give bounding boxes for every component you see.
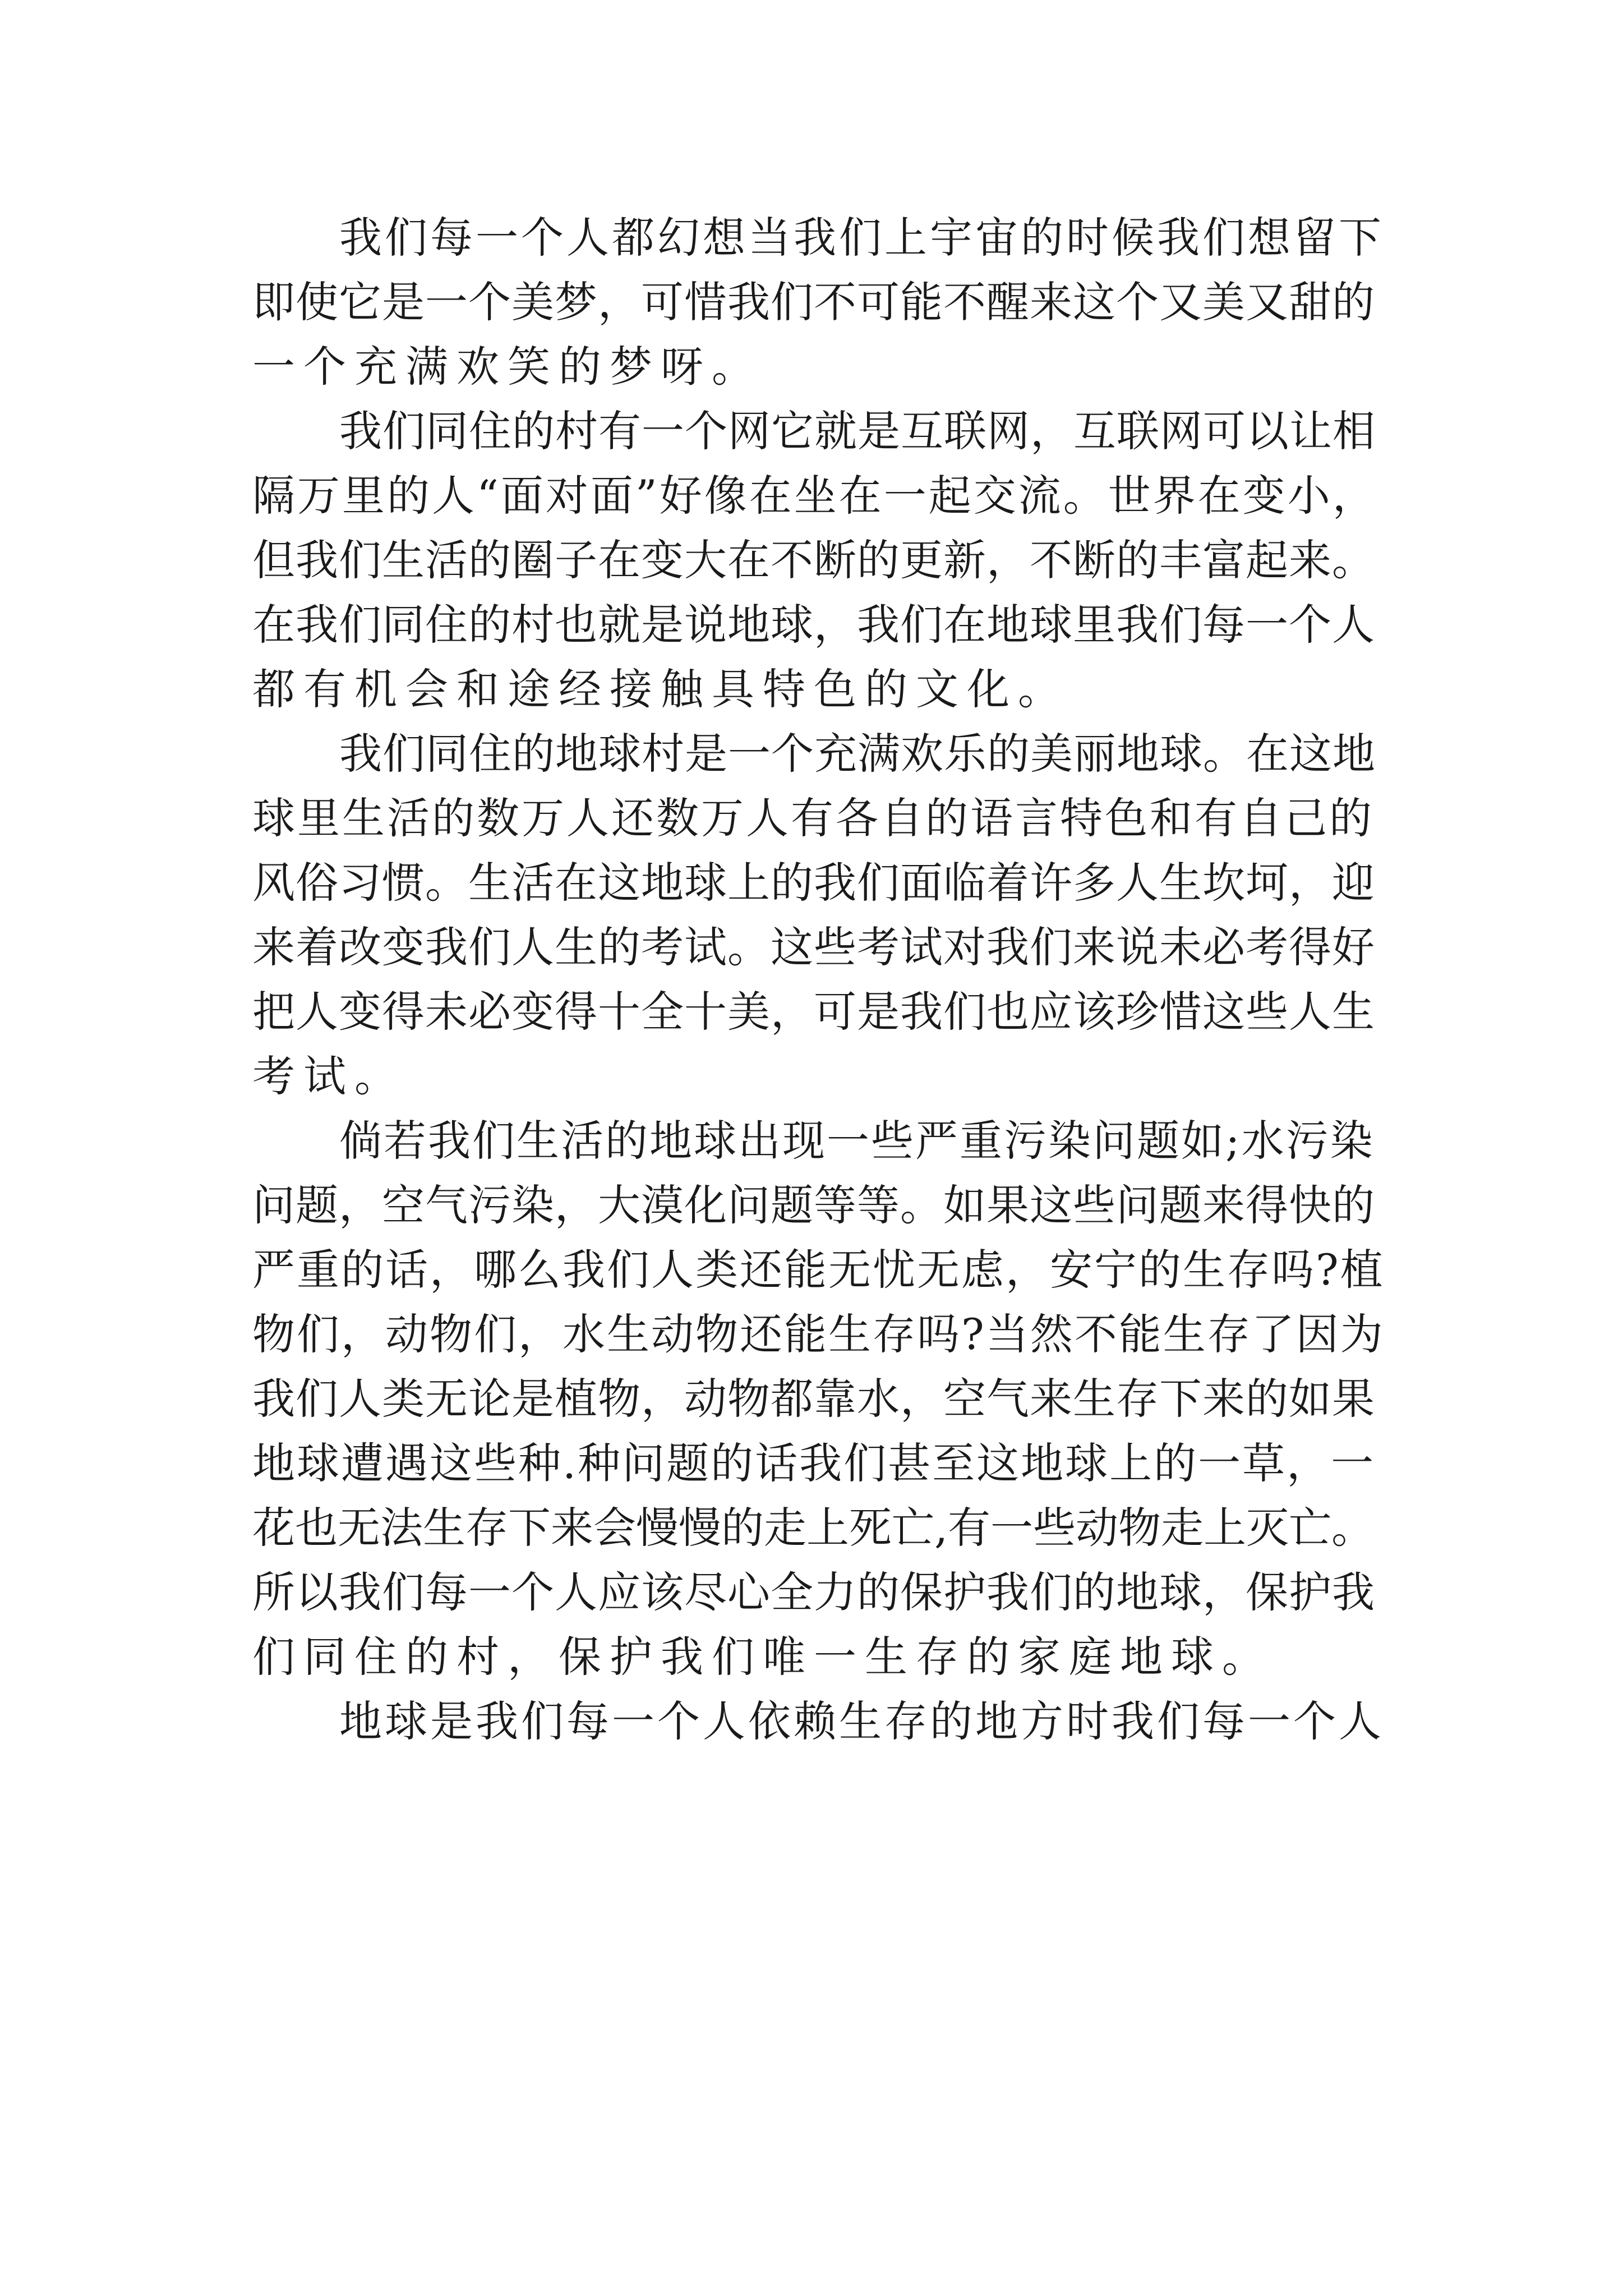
text-line: 所以我们每一个人应该尽心全力的保护我们的地球，保护我 [252,1567,1375,1617]
text-line: 风俗习惯。生活在这地球上的我们面临着许多人生坎坷，迎 [252,858,1375,908]
text-line: 我们同住的村有一个网它就是互联网，互联网可以让相 [339,406,1376,456]
text-line: 来着改变我们人生的考试。这些考试对我们来说未必考得好 [252,922,1375,972]
document-body [252,205,1385,1754]
paragraph-3 [252,721,1385,1108]
text-line: 考试。 [252,1051,405,1101]
text-line: 把人变得未必变得十全十美，可是我们也应该珍惜这些人生 [252,987,1375,1037]
text-line: 在我们同住的村也就是说地球，我们在地球里我们每一个人 [252,600,1375,650]
text-line: 问题，空气污染，大漠化问题等等。如果这些问题来得快的 [252,1180,1375,1230]
text-line: 都有机会和途经接触具特色的文化。 [252,664,1069,714]
text-line: 即使它是一个美梦，可惜我们不可能不醒来这个又美又甜的 [252,277,1375,327]
text-line: 倘若我们生活的地球出现一些严重污染问题如;水污染 [339,1116,1375,1166]
paragraph-5 [252,1689,1385,1754]
paragraph-2 [252,399,1385,721]
text-line: 球里生活的数万人还数万人有各自的语言特色和有自己的 [252,793,1374,843]
text-line: 地球遭遇这些种.种问题的话我们甚至这地球上的一草，一 [252,1438,1376,1488]
paragraph-4 [252,1108,1385,1689]
text-line: 一个充满欢笑的梦呀。 [252,342,763,392]
text-line: 我们每一个人都幻想当我们上宇宙的时候我们想留下 [339,213,1384,263]
text-line: 严重的话，哪么我们人类还能无忧无虑，安宁的生存吗?植 [252,1245,1385,1295]
text-line: 们同住的村，保护我们唯一生存的家庭地球。 [252,1632,1273,1682]
text-line: 我们同住的地球村是一个充满欢乐的美丽地球。在这地 [339,729,1376,779]
text-line: 物们，动物们，水生动物还能生存吗?当然不能生存了因为 [252,1309,1385,1359]
paragraph-1 [252,205,1385,399]
text-line: 花也无法生存下来会慢慢的走上死亡,有一些动物走上灭亡。 [252,1503,1375,1553]
text-line: 隔万里的人“面对面”好像在坐在一起交流。世界在变小， [252,471,1377,521]
text-line: 我们人类无论是植物，动物都靠水，空气来生存下来的如果 [252,1374,1375,1424]
text-line: 但我们生活的圈子在变大在不断的更新，不断的丰富起来。 [252,535,1375,585]
text-line: 地球是我们每一个人依赖生存的地方时我们每一个人 [339,1696,1384,1746]
